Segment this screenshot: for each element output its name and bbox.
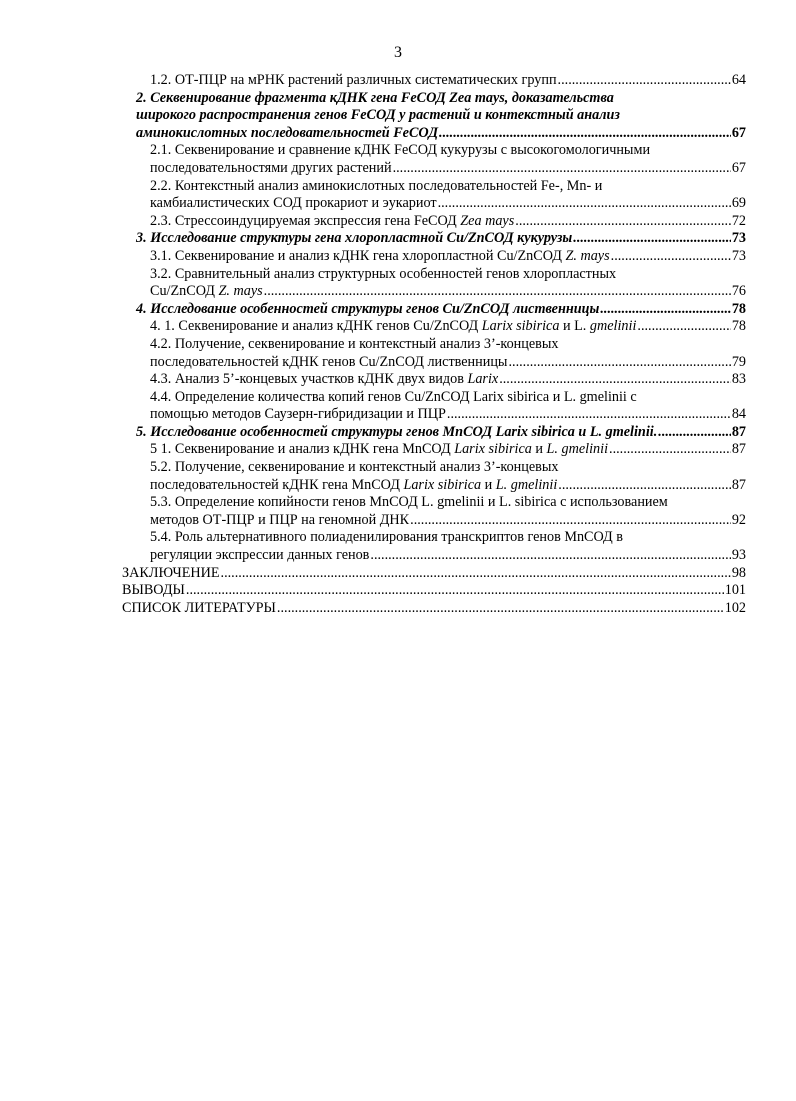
toc-entry — [122, 142, 746, 177]
toc-entry-title — [150, 354, 507, 372]
toc-entry-text: Z. mays — [565, 247, 610, 264]
toc-entry-title — [150, 406, 446, 424]
toc-entry-leader-line — [150, 547, 746, 565]
toc-entry-text: 5. Исследование особенностей структуры генов MnСОД Larix sibirica и L. gmelinii. — [136, 423, 658, 440]
toc-entry-line: 3.2. Сравнительный анализ структурных особенностей генов хлоропластных — [150, 265, 617, 282]
toc-entry-page: 83 — [731, 371, 746, 388]
toc-entry-page: 92 — [731, 511, 746, 528]
toc-entry-text: 1.2. ОТ-ПЦР на мРНК растений различных систематических групп — [150, 72, 557, 88]
toc-entry-leader-line — [150, 477, 746, 495]
toc-entry-text: регуляции экспрессии данных генов — [150, 547, 370, 564]
toc-entry-title — [150, 160, 392, 178]
dot-leader — [609, 441, 731, 459]
toc-entry-title — [136, 424, 657, 442]
toc-entry-text: аминокислотных последовательностей FeСОД — [136, 124, 439, 141]
toc-entry-line: 4.2. Получение, секвенирование и контекстный анализ 3’-концевых — [150, 335, 559, 352]
dot-leader — [508, 354, 730, 372]
toc-entry-leader-line — [150, 371, 746, 389]
toc-entry-text: Larix sibirica — [454, 441, 532, 458]
toc-entry-title — [150, 318, 636, 336]
toc-entry-leader-line — [136, 424, 746, 442]
toc-entry-page: 78 — [731, 318, 746, 335]
toc-entry-text: и L. — [559, 318, 590, 335]
toc-entry — [122, 301, 746, 319]
toc-entry-title — [150, 512, 409, 530]
toc-entry-text: 4. Исследование особенностей структуры генов Cu/ZnСОД лиственницы — [136, 300, 600, 317]
toc-entry-text: и — [481, 476, 496, 493]
toc-entry-text: последовательностей кДНК генов Cu/ZnСОД лиственницы — [150, 353, 508, 370]
toc-entry-title — [122, 582, 185, 600]
toc-entry-line: 5.4. Роль альтернативного полиаденилирования транскриптов генов MnСОД в — [150, 529, 623, 546]
toc-entry-text: и — [531, 441, 547, 458]
toc-entry — [122, 600, 746, 618]
toc-entry-title — [150, 195, 437, 213]
toc-entry-text: L. gmelinii — [546, 441, 609, 458]
toc-entry-title — [150, 213, 514, 231]
toc-entry-line: 5.3. Определение копийности генов MnСОД L. gmelinii и L. sibirica с использованием — [150, 494, 668, 511]
toc-entry-text: 3. Исследование структуры гена хлоропластной Cu/ZnСОД кукурузы — [136, 230, 573, 247]
toc-entry-leader-line — [150, 406, 746, 424]
toc-entry — [122, 565, 746, 583]
toc-entry-page: 72 — [731, 212, 746, 229]
toc-entry-text: Larix sibirica — [481, 318, 560, 335]
toc-entry — [122, 90, 746, 143]
toc-entry — [122, 72, 746, 90]
toc-entry-leader-line — [150, 354, 746, 372]
toc-entry-line: 2.1. Секвенирование и сравнение кДНК FeСОД кукурузы с высокогомологичными — [150, 142, 651, 159]
dot-leader — [658, 424, 731, 442]
toc-entry-text: gmelinii — [589, 318, 637, 335]
toc-entry-text: ВЫВОДЫ — [122, 582, 185, 599]
toc-entry-text: камбиалистических СОД прокариот и эукариот — [150, 195, 437, 212]
toc-entry-text: помощью методов Саузерн-гибридизации и ПЦР — [150, 406, 446, 423]
toc-entry-text: Larix — [467, 371, 499, 388]
toc-entry — [122, 441, 746, 459]
toc-entry-text: Larix sibirica — [403, 476, 482, 493]
toc-entry-page: 69 — [731, 195, 746, 212]
toc-entry-text: методов ОТ-ПЦР и ПЦР на геномной ДНК — [150, 511, 410, 528]
toc-entry-title — [150, 441, 608, 459]
dot-leader — [264, 283, 731, 301]
toc-entry-page: 101 — [724, 582, 746, 599]
toc-entry-line: широкого распространения генов FeСОД у растений и контекстный анализ — [136, 107, 620, 124]
toc-entry-leader-line — [150, 195, 746, 213]
toc-entry — [122, 459, 746, 494]
toc-entry-leader-line — [150, 72, 746, 90]
toc-entry-leader-line — [122, 600, 746, 618]
toc-entry-title — [150, 283, 263, 301]
toc-entry-leader-line — [150, 512, 746, 530]
toc-entry — [122, 336, 746, 371]
toc-entry — [122, 494, 746, 529]
dot-leader — [611, 248, 731, 266]
toc-entry-page: 78 — [731, 300, 746, 317]
toc-entry — [122, 248, 746, 266]
toc-entry-title — [150, 547, 369, 565]
toc-entry-text: 4. 1. Секвенирование и анализ кДНК генов Cu/ZnСОД — [150, 318, 482, 335]
toc-entry-title — [150, 248, 610, 266]
toc-entry-line: 5.2. Получение, секвенирование и контекстный анализ 3’-концевых — [150, 459, 559, 476]
dot-leader — [393, 160, 731, 178]
toc-entry-page: 67 — [731, 124, 746, 141]
toc-entry-text: Zea mays — [460, 212, 515, 229]
toc-entry-page: 79 — [731, 353, 746, 370]
toc-entry-page: 64 — [731, 72, 746, 88]
toc-entry-page: 76 — [731, 283, 746, 300]
toc-entry — [122, 230, 746, 248]
dot-leader — [439, 125, 731, 143]
page-number: 3 — [394, 44, 402, 61]
toc-entry-page: 87 — [731, 476, 746, 493]
toc-entry-title — [150, 371, 498, 389]
dot-leader — [447, 406, 731, 424]
dot-leader — [499, 371, 731, 389]
toc-entry-line: 4.4. Определение количества копий генов Cu/ZnСОД Larix sibirica и L. gmelinii с — [150, 388, 637, 405]
toc-entry-text: 5 1. Секвенирование и анализ кДНК гена MnСОД — [150, 441, 455, 458]
dot-leader — [410, 512, 731, 530]
toc-entry-title — [122, 565, 220, 583]
toc-entry-title — [136, 125, 438, 143]
toc-entry-leader-line — [136, 301, 746, 319]
dot-leader — [277, 600, 724, 618]
toc-entry-text: 4.3. Анализ 5’-концевых участков кДНК двух видов — [150, 371, 468, 388]
toc-entry-leader-line — [122, 582, 746, 600]
toc-entry-text: ЗАКЛЮЧЕНИЕ — [122, 564, 220, 581]
toc-entry-leader-line — [136, 125, 746, 143]
dot-leader — [600, 301, 730, 319]
toc-entry-leader-line — [150, 213, 746, 231]
toc-entry-page: 84 — [731, 406, 746, 423]
toc-entry-text: L. gmelinii — [495, 476, 558, 493]
toc-entry-leader-line — [136, 230, 746, 248]
toc-entry — [122, 529, 746, 564]
toc-entry — [122, 178, 746, 213]
dot-leader — [370, 547, 730, 565]
toc-entry-line: 2.2. Контекстный анализ аминокислотных последовательностей Fe-, Mn- и — [150, 177, 603, 194]
toc-entry-text: 3.1. Секвенирование и анализ кДНК гена хлоропластной Cu/ZnСОД — [150, 247, 566, 264]
dot-leader — [558, 477, 731, 495]
toc-entry-page: 73 — [731, 247, 746, 264]
toc-entry — [122, 318, 746, 336]
toc-entry-leader-line — [150, 283, 746, 301]
toc-entry — [122, 371, 746, 389]
toc-entry-page: 87 — [731, 423, 746, 440]
toc-entry-title — [136, 301, 599, 319]
toc-entry-leader-line — [150, 441, 746, 459]
toc-entry-page: 67 — [731, 159, 746, 176]
toc-entry-text: СПИСОК ЛИТЕРАТУРЫ — [122, 599, 276, 616]
toc-entry-page: 93 — [731, 547, 746, 564]
toc-entry-text: последовательностей кДНК гена MnСОД — [150, 476, 404, 493]
toc-entry-title — [122, 600, 276, 618]
toc-entry-page: 98 — [731, 564, 746, 581]
dot-leader — [558, 72, 731, 90]
toc-entry-title — [150, 477, 557, 495]
table-of-contents — [122, 72, 746, 617]
dot-leader — [573, 230, 731, 248]
dot-leader — [637, 318, 730, 336]
toc-entry-text: последовательностями других растений — [150, 159, 392, 176]
toc-entry-leader-line — [150, 248, 746, 266]
toc-entry-title — [136, 230, 572, 248]
toc-entry-leader-line — [150, 160, 746, 178]
toc-entry — [122, 424, 746, 442]
toc-entry — [122, 582, 746, 600]
toc-entry — [122, 266, 746, 301]
dot-leader — [438, 195, 731, 213]
toc-entry — [122, 213, 746, 231]
dot-leader — [186, 582, 724, 600]
dot-leader — [515, 213, 731, 231]
toc-entry-page: 87 — [731, 441, 746, 458]
toc-entry-line: 2. Секвенирование фрагмента кДНК гена FeСОД Zea mays, доказательства — [136, 89, 614, 106]
toc-entry-text: Z. mays — [218, 283, 263, 300]
toc-entry-text: Cu/ZnСОД — [150, 283, 219, 300]
toc-entry-page: 73 — [731, 230, 746, 247]
toc-entry-leader-line — [122, 565, 746, 583]
toc-entry-title — [150, 72, 557, 90]
toc-entry — [122, 389, 746, 424]
toc-entry-text: 2.3. Стрессоиндуцируемая экспрессия гена FeСОД — [150, 212, 461, 229]
dot-leader — [221, 565, 731, 583]
toc-entry-leader-line — [150, 318, 746, 336]
toc-entry-page: 102 — [724, 599, 746, 616]
